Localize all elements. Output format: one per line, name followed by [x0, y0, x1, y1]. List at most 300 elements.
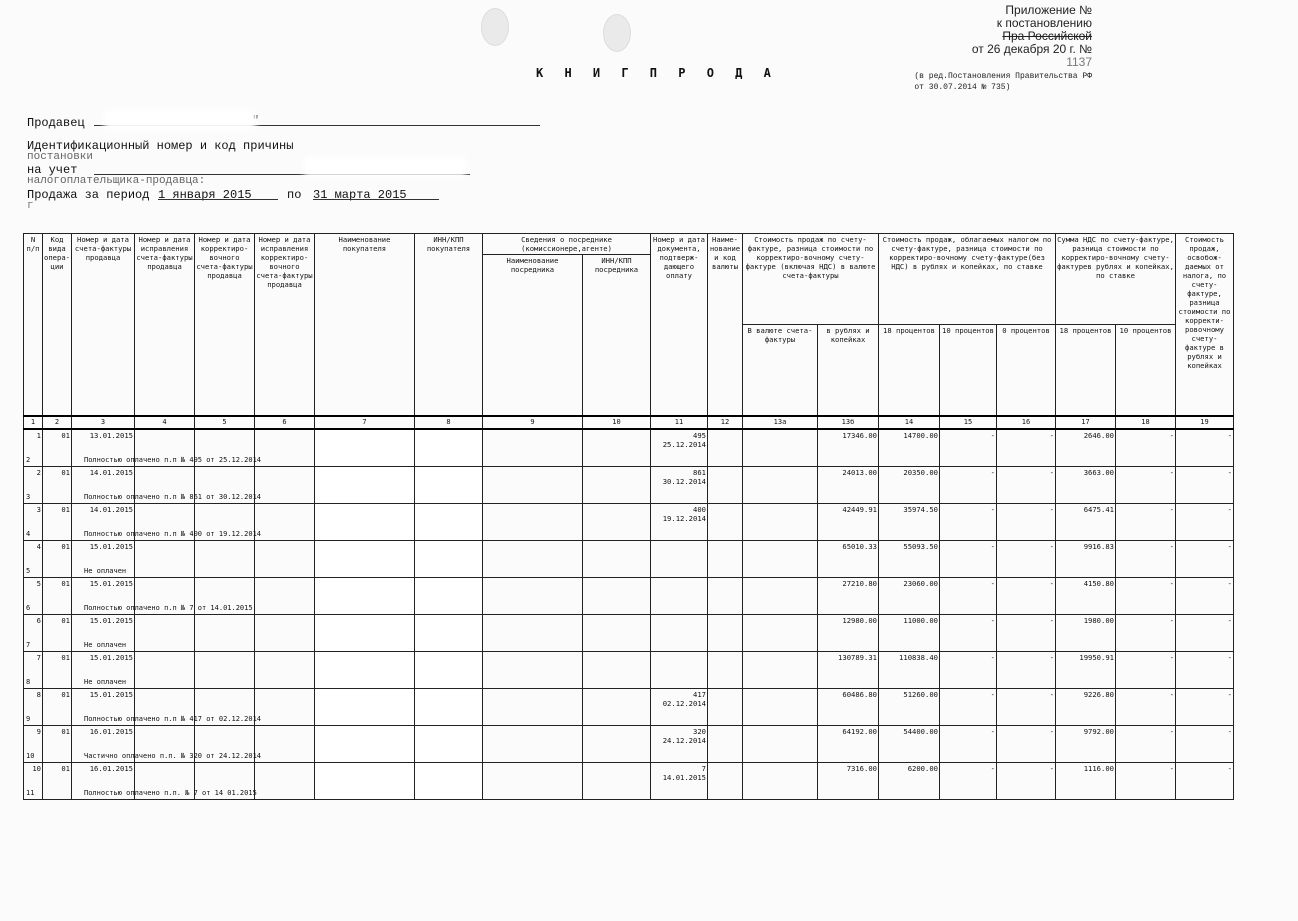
amount-15: - — [940, 615, 997, 652]
row-sub-number: 11 — [26, 789, 35, 797]
row-number: 5 — [36, 579, 41, 588]
amount-16: - — [997, 652, 1056, 689]
column-number: 17 — [1056, 416, 1116, 429]
row-sub-number: 8 — [26, 678, 31, 686]
empty-cell — [255, 652, 315, 689]
amount-18: - — [1116, 615, 1176, 652]
column-number: 16 — [997, 416, 1056, 429]
operation-code: 01 — [43, 429, 72, 467]
invoice-date: 16.01.2015 — [89, 727, 133, 736]
amount-15: - — [940, 541, 997, 578]
empty-cell — [415, 689, 483, 726]
empty-cell — [708, 726, 743, 763]
row-number-cell — [24, 578, 43, 615]
payment-doc-cell — [651, 726, 708, 763]
row-sub-number: 3 — [26, 493, 31, 501]
amount-16: - — [997, 615, 1056, 652]
empty-cell — [743, 652, 818, 689]
amount-14: 51260.00 — [879, 689, 940, 726]
row-number: 3 — [36, 505, 41, 514]
operation-code: 01 — [43, 467, 72, 504]
period-to-label: по — [287, 188, 302, 202]
amount-14: 110838.40 — [879, 652, 940, 689]
amount-19: - — [1176, 763, 1234, 800]
row-sub-number: 6 — [26, 604, 31, 612]
operation-code: 01 — [43, 578, 72, 615]
empty-cell — [483, 504, 583, 541]
invoice-date-cell — [72, 763, 257, 800]
amount-18: - — [1116, 652, 1176, 689]
column-number: 7 — [315, 416, 415, 429]
empty-cell — [315, 429, 415, 467]
amount-13b: 17346.00 — [818, 429, 879, 467]
empty-cell — [708, 689, 743, 726]
invoice-date-cell — [72, 615, 135, 652]
table-row — [24, 429, 1234, 467]
row-sub-number: 7 — [26, 641, 31, 649]
empty-cell — [583, 578, 651, 615]
amount-13b: 60486.80 — [818, 689, 879, 726]
amount-14: 54400.00 — [879, 726, 940, 763]
amount-16: - — [997, 429, 1056, 467]
seller-label: Продавец — [27, 116, 85, 130]
table-row — [24, 578, 1234, 615]
table-row — [24, 652, 1234, 689]
appendix-line2: к постановлению — [996, 16, 1092, 30]
payment-doc-number: 861 — [693, 468, 706, 477]
empty-cell — [743, 615, 818, 652]
amount-16: - — [997, 689, 1056, 726]
col-header-6: Номер и дата исправления корректиро-вочного счета-фактуры продавца — [255, 234, 315, 417]
column-number: 3 — [72, 416, 135, 429]
invoice-date: 15.01.2015 — [89, 542, 133, 551]
amount-18: - — [1116, 504, 1176, 541]
empty-cell — [315, 467, 415, 504]
amount-14: 6200.00 — [879, 763, 940, 800]
payment-note: Не оплачен — [84, 678, 127, 686]
payment-doc-cell — [651, 652, 708, 689]
column-number: 5 — [195, 416, 255, 429]
payment-doc-date: 19.12.2014 — [662, 514, 706, 523]
empty-cell — [583, 726, 651, 763]
empty-cell — [415, 726, 483, 763]
col-header-18: 10 процентов — [1116, 325, 1176, 417]
empty-cell — [743, 504, 818, 541]
empty-cell — [255, 541, 315, 578]
empty-cell — [415, 541, 483, 578]
row-number-cell — [24, 541, 43, 578]
invoice-date-cell — [72, 467, 262, 504]
amount-13b: 65010.33 — [818, 541, 879, 578]
amount-18: - — [1116, 763, 1176, 800]
column-number: 11 — [651, 416, 708, 429]
payment-doc-number: 7 — [701, 764, 706, 773]
table-row — [24, 541, 1234, 578]
invoice-date-cell — [72, 726, 262, 763]
col-header-13: Стоимость продаж по счету-фактуре, разница стоимости по корректиро-вочному счету-фактуре (включая НДС) в валюте счета-фактуры — [743, 234, 879, 325]
amount-14: 55093.50 — [879, 541, 940, 578]
empty-cell — [708, 615, 743, 652]
column-number: 6 — [255, 416, 315, 429]
amount-13b: 7316.00 — [818, 763, 879, 800]
column-number: 15 — [940, 416, 997, 429]
period-from: 1 января 2015 — [158, 188, 252, 202]
payment-doc-number: 495 — [693, 431, 706, 440]
amount-15: - — [940, 689, 997, 726]
amount-17: 9916.83 — [1056, 541, 1116, 578]
col-header-17: 18 процентов — [1056, 325, 1116, 417]
appendix-annotation — [914, 4, 1092, 93]
payment-doc-date: 14.01.2015 — [662, 773, 706, 782]
payment-doc-date: 24.12.2014 — [662, 736, 706, 745]
sales-book-table — [23, 233, 1234, 800]
empty-cell — [708, 467, 743, 504]
empty-cell — [483, 578, 583, 615]
amount-15: - — [940, 763, 997, 800]
amount-19: - — [1176, 726, 1234, 763]
amount-19: - — [1176, 504, 1234, 541]
appendix-line4: от 26 декабря 20 г. № — [971, 42, 1092, 56]
empty-cell — [415, 652, 483, 689]
amount-13b: 42449.91 — [818, 504, 879, 541]
empty-cell — [483, 726, 583, 763]
invoice-date: 13.01.2015 — [89, 431, 133, 440]
invoice-date: 14.01.2015 — [89, 505, 133, 514]
payment-doc-date: 02.12.2014 — [662, 699, 706, 708]
amount-19: - — [1176, 541, 1234, 578]
empty-cell — [315, 615, 415, 652]
amount-14: 11000.00 — [879, 615, 940, 652]
payment-doc-number: 320 — [693, 727, 706, 736]
row-sub-number: 9 — [26, 715, 31, 723]
payment-note: Полностью оплачено п.п № 861 от 30.12.2014 — [84, 493, 262, 501]
inn-label: Идентификационный номер и код причины — [27, 139, 294, 153]
amount-17: 9226.80 — [1056, 689, 1116, 726]
payment-doc-cell — [651, 763, 708, 800]
empty-cell — [315, 578, 415, 615]
invoice-date: 14.01.2015 — [89, 468, 133, 477]
amount-16: - — [997, 578, 1056, 615]
empty-cell — [315, 504, 415, 541]
row-number: 7 — [36, 653, 41, 662]
payment-note: Полностью оплачено п.п № 400 от 19.12.2014 — [84, 530, 262, 538]
empty-cell — [483, 467, 583, 504]
table-row — [24, 689, 1234, 726]
amount-15: - — [940, 652, 997, 689]
empty-cell — [583, 652, 651, 689]
empty-cell — [583, 504, 651, 541]
empty-cell — [583, 467, 651, 504]
amount-17: 1116.00 — [1056, 763, 1116, 800]
empty-cell — [743, 429, 818, 467]
empty-cell — [483, 615, 583, 652]
row-number-cell — [24, 652, 43, 689]
empty-cell — [743, 541, 818, 578]
empty-cell — [255, 689, 315, 726]
col-header-14: 18 процентов — [879, 325, 940, 417]
payment-doc-date: 25.12.2014 — [662, 440, 706, 449]
invoice-date: 15.01.2015 — [89, 653, 133, 662]
amount-17: 1980.00 — [1056, 615, 1116, 652]
col-header-14-16: Стоимость продаж, облагаемых налогом по счету-фактуре, разница стоимости по корректиро-вочному счету-фактуре(без НДС) в рублях и копейках, по ставке — [879, 234, 1056, 325]
row-number: 2 — [36, 468, 41, 477]
amount-14: 20350.00 — [879, 467, 940, 504]
col-header-11: Номер и дата документа, подтверж-дающего оплату — [651, 234, 708, 417]
period-from-underline — [158, 199, 278, 200]
payment-doc-cell — [651, 541, 708, 578]
table-row — [24, 504, 1234, 541]
empty-cell — [483, 763, 583, 800]
col-header-15: 10 процентов — [940, 325, 997, 417]
row-number: 8 — [36, 690, 41, 699]
row-sub-number: 2 — [26, 456, 31, 464]
row-number: 4 — [36, 542, 41, 551]
invoice-date-cell — [72, 429, 262, 467]
amount-13b: 130789.31 — [818, 652, 879, 689]
empty-cell — [315, 726, 415, 763]
payment-doc-cell — [651, 578, 708, 615]
amount-17: 3663.00 — [1056, 467, 1116, 504]
amount-17: 19950.91 — [1056, 652, 1116, 689]
invoice-date: 16.01.2015 — [89, 764, 133, 773]
amount-13b: 12980.00 — [818, 615, 879, 652]
col-header-9-10: Сведения о посреднике (комиссионере,агенте) — [483, 234, 651, 255]
amount-19: - — [1176, 429, 1234, 467]
payment-note: Полностью оплачено п.п № 7 от 14.01.2015 — [84, 604, 253, 612]
period-label: Продажа за период — [27, 188, 150, 202]
empty-cell — [708, 652, 743, 689]
empty-cell — [415, 578, 483, 615]
table-row — [24, 615, 1234, 652]
column-number: 12 — [708, 416, 743, 429]
amount-16: - — [997, 763, 1056, 800]
empty-cell — [743, 726, 818, 763]
column-number: 2 — [43, 416, 72, 429]
payment-doc-cell — [651, 689, 708, 726]
inn-label-3: на учет — [27, 163, 78, 177]
amount-13b: 24013.00 — [818, 467, 879, 504]
invoice-date-cell — [72, 504, 262, 541]
amount-13b: 27210.80 — [818, 578, 879, 615]
column-number-row — [24, 416, 1234, 429]
payment-doc-cell — [651, 615, 708, 652]
amount-16: - — [997, 467, 1056, 504]
row-sub-number: 10 — [26, 752, 35, 760]
empty-cell — [315, 763, 415, 800]
operation-code: 01 — [43, 504, 72, 541]
seller-underline — [94, 125, 540, 126]
empty-cell — [195, 652, 255, 689]
empty-cell — [255, 504, 315, 541]
empty-cell — [195, 541, 255, 578]
period-extra: г — [27, 200, 34, 212]
seller-redaction — [110, 116, 250, 124]
payment-note: Полностью оплачено п.п. № 7 от 14 01.2015 — [84, 789, 257, 797]
amount-17: 2646.00 — [1056, 429, 1116, 467]
empty-cell — [483, 429, 583, 467]
row-number: 9 — [36, 727, 41, 736]
col-header-16: 0 процентов — [997, 325, 1056, 417]
empty-cell — [743, 689, 818, 726]
amount-19: - — [1176, 652, 1234, 689]
column-number: 14 — [879, 416, 940, 429]
invoice-date: 15.01.2015 — [89, 616, 133, 625]
col-header-8: ИНН/КПП покупателя — [415, 234, 483, 417]
period-to-underline — [313, 199, 439, 200]
empty-cell — [315, 652, 415, 689]
row-number: 10 — [32, 764, 41, 773]
sales-rows — [24, 429, 1234, 800]
empty-cell — [315, 689, 415, 726]
amount-17: 4150.80 — [1056, 578, 1116, 615]
empty-cell — [135, 652, 195, 689]
empty-cell — [255, 763, 315, 800]
inn-label-2: постановки — [27, 151, 94, 163]
payment-note: Не оплачен — [84, 641, 127, 649]
invoice-date-cell — [72, 652, 135, 689]
empty-cell — [195, 615, 255, 652]
amount-18: - — [1116, 467, 1176, 504]
row-number-cell — [24, 429, 43, 467]
operation-code: 01 — [43, 541, 72, 578]
payment-doc-cell — [651, 504, 708, 541]
operation-code: 01 — [43, 615, 72, 652]
empty-cell — [743, 467, 818, 504]
column-number: 19 — [1176, 416, 1234, 429]
amount-18: - — [1116, 726, 1176, 763]
payment-note: Полностью оплачено п.п № 495 от 25.12.2014 — [84, 456, 262, 464]
empty-cell — [415, 467, 483, 504]
empty-cell — [483, 652, 583, 689]
invoice-date-cell — [72, 578, 253, 615]
col-header-7: Наименование покупателя — [315, 234, 415, 417]
empty-cell — [583, 615, 651, 652]
column-number: 9 — [483, 416, 583, 429]
column-number: 10 — [583, 416, 651, 429]
col-header-1: N п/п — [24, 234, 43, 417]
empty-cell — [743, 763, 818, 800]
column-number: 13б — [818, 416, 879, 429]
empty-cell — [583, 763, 651, 800]
empty-cell — [708, 578, 743, 615]
amount-14: 14700.00 — [879, 429, 940, 467]
col-header-2: Код вида опера-ции — [43, 234, 72, 417]
empty-cell — [708, 504, 743, 541]
appendix-line5: 1137 — [1066, 55, 1092, 69]
empty-cell — [583, 429, 651, 467]
payment-note: Не оплачен — [84, 567, 127, 575]
column-number: 18 — [1116, 416, 1176, 429]
empty-cell — [708, 541, 743, 578]
empty-cell — [255, 429, 315, 467]
amount-14: 35974.50 — [879, 504, 940, 541]
operation-code: 01 — [43, 652, 72, 689]
empty-cell — [743, 578, 818, 615]
edition-line1: (в ред.Постановления Правительства РФ — [914, 72, 1092, 81]
amount-13b: 64192.00 — [818, 726, 879, 763]
payment-note: Полностью оплачено п.п № 417 от 02.12.2014 — [84, 715, 262, 723]
amount-16: - — [997, 504, 1056, 541]
appendix-line1: Приложение № — [1005, 3, 1092, 17]
empty-cell — [415, 615, 483, 652]
amount-19: - — [1176, 615, 1234, 652]
empty-cell — [583, 689, 651, 726]
punch-hole-right — [603, 14, 631, 52]
column-number: 4 — [135, 416, 195, 429]
amount-17: 9792.00 — [1056, 726, 1116, 763]
amount-17: 6475.41 — [1056, 504, 1116, 541]
amount-15: - — [940, 578, 997, 615]
empty-cell — [255, 615, 315, 652]
col-header-12: Наиме-нование и код валюты — [708, 234, 743, 417]
empty-cell — [255, 578, 315, 615]
seller-quote: " — [252, 114, 260, 128]
row-number-cell — [24, 763, 43, 800]
invoice-date: 15.01.2015 — [89, 690, 133, 699]
payment-note: Частично оплачено п.п. № 320 от 24.12.2014 — [84, 752, 262, 760]
row-number-cell — [24, 726, 43, 763]
payment-doc-cell — [651, 467, 708, 504]
row-number-cell — [24, 615, 43, 652]
row-number-cell — [24, 689, 43, 726]
payment-doc-number: 400 — [693, 505, 706, 514]
amount-18: - — [1116, 689, 1176, 726]
table-row — [24, 467, 1234, 504]
payment-doc-date: 30.12.2014 — [662, 477, 706, 486]
edition-line2: от 30.07.2014 № 735) — [914, 83, 1011, 92]
payment-doc-cell — [651, 429, 708, 467]
operation-code: 01 — [43, 726, 72, 763]
empty-cell — [135, 615, 195, 652]
inn-redaction — [310, 163, 460, 171]
col-header-13a: В валюте счета-фактуры — [743, 325, 818, 417]
amount-15: - — [940, 726, 997, 763]
amount-18: - — [1116, 541, 1176, 578]
column-number: 8 — [415, 416, 483, 429]
invoice-date-cell — [72, 541, 135, 578]
row-sub-number: 4 — [26, 530, 31, 538]
col-header-19: Стоимость продаж, освобож-даемых от налога, по счету-фактуре, разница стоимости по корректи-ровочному счету-фактуре в рублях и копейках — [1176, 234, 1234, 417]
amount-14: 23060.00 — [879, 578, 940, 615]
amount-18: - — [1116, 429, 1176, 467]
empty-cell — [255, 467, 315, 504]
row-number: 6 — [36, 616, 41, 625]
row-sub-number: 5 — [26, 567, 31, 575]
amount-15: - — [940, 467, 997, 504]
empty-cell — [315, 541, 415, 578]
empty-cell — [415, 504, 483, 541]
amount-19: - — [1176, 689, 1234, 726]
punch-hole-left — [481, 8, 509, 46]
col-header-13b: в рублях и копейках — [818, 325, 879, 417]
inn-label-4: налогоплательщика-продавца: — [27, 175, 206, 187]
invoice-date-cell — [72, 689, 262, 726]
col-header-5: Номер и дата корректиро-вочного счета-фактуры продавца — [195, 234, 255, 417]
column-number: 13а — [743, 416, 818, 429]
col-header-17-18: Сумма НДС по счету-фактуре, разница стоимости по корректиро-вочному счету-фактурев рублях и копейках, по ставке — [1056, 234, 1176, 325]
amount-15: - — [940, 429, 997, 467]
amount-18: - — [1116, 578, 1176, 615]
col-header-9: Наименование посредника — [483, 255, 583, 417]
column-number: 1 — [24, 416, 43, 429]
empty-cell — [415, 763, 483, 800]
col-header-3: Номер и дата счета-фактуры продавца — [72, 234, 135, 417]
empty-cell — [708, 763, 743, 800]
empty-cell — [483, 689, 583, 726]
amount-19: - — [1176, 578, 1234, 615]
period-to: 31 марта 2015 — [313, 188, 407, 202]
operation-code: 01 — [43, 763, 72, 800]
